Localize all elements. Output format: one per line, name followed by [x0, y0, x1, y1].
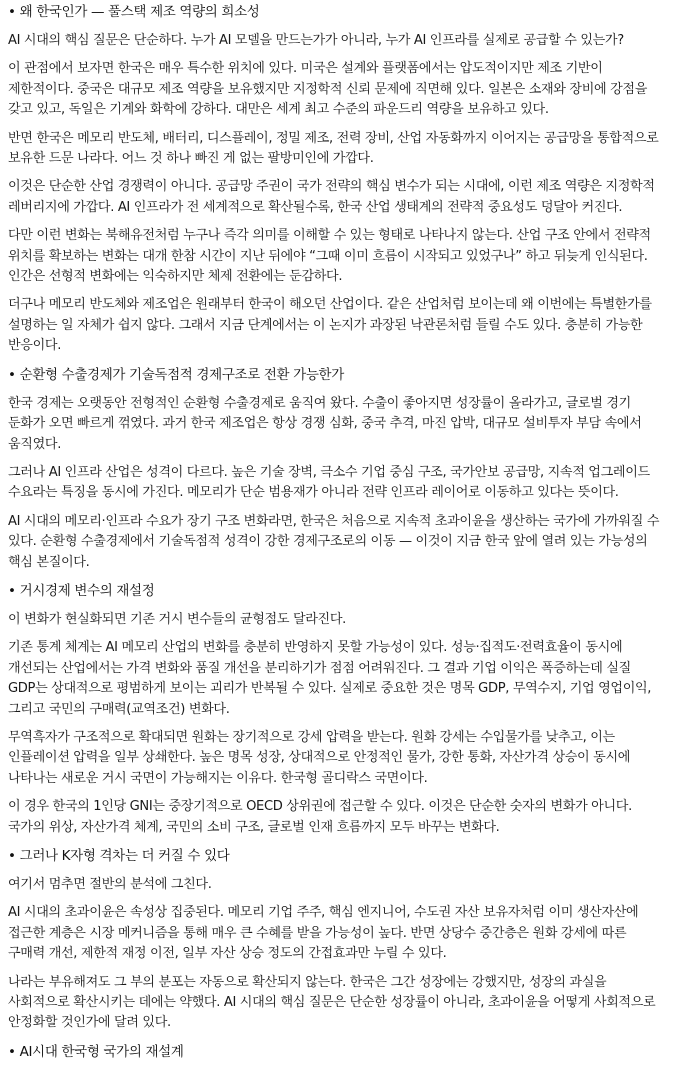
bullet-icon: •	[8, 4, 16, 20]
section-heading-text: 거시경제 변수의 재설정	[19, 582, 155, 599]
bullet-icon: •	[8, 366, 16, 383]
paragraph: 나라는 부유해져도 그 부의 분포는 자동으로 확산되지 않는다. 한국은 그간 성장에는 강했지만, 성장의 과실을 사회적으로 확산시키는 데에는 약했다. AI 시대의 핵심 질문은 단순한 성장률이 아니라, 초과이윤을 어떻게 사회적으로 안정화할 것인가에 달려 있다.	[8, 974, 656, 1031]
section-heading-text: 순환형 수출경제가 기술독점적 경제구조로 전환 가능한가	[19, 366, 344, 383]
paragraph: 이 경우 한국의 1인당 GNI는 중장기적으로 OECD 상위권에 접근할 수 있다. 이것은 단순한 숫자의 변화가 아니다. 국가의 위상, 자산가격 체계, 국민의 소비 구조, 글로벌 인재 흐름까지 모두 바꾸는 변화다.	[8, 799, 632, 835]
section-heading	[8, 846, 666, 866]
paragraph: 그러나 AI 인프라 산업은 성격이 다르다. 높은 기술 장벽, 극소수 기업 중심 구조, 국가안보 공급망, 지속적 업그레이드 수요라는 특징을 동시에 가진다. 메모리가 단순 범용재가 아니라 전략 인프라 레이어로 이동하고 있다는 뜻이다.	[8, 464, 650, 501]
paragraph: 더구나 메모리 반도체와 제조업은 원래부터 한국이 해오던 산업이다. 같은 산업처럼 보이는데 왜 이번에는 특별한가를 설명하는 일 자체가 쉽지 않다. 그래서 지금 단계에서는 이 논지가 과장된 낙관론처럼 들릴 수도 있다. 충분히 가능한 반응이다.	[8, 297, 652, 354]
paragraph: 기존 통계 체계는 AI 메모리 산업의 변화를 충분히 반영하지 못할 가능성이 있다. 성능·집적도·전력효율이 동시에 개선되는 산업에서는 가격 변화와 품질 개선을 분리하기가 점점 어려워진다. 그 결과 기업 이익은 폭증하는데 실질 GDP는 상대적으로 평범하게 보이는 괴리가 반복될 수 있다. 실제로 중요한 것은 명목 GDP, 무역수지, 기업 영업이익, 그리고 국민의 구매력(교역조건) 변화다.	[8, 640, 652, 717]
paragraph: 다만 이런 변화는 북해유전처럼 누구나 즉각 의미를 이해할 수 있는 형태로 나타나지 않는다. 산업 구조 안에서 전략적 위치를 확보하는 변화는 대개 한참 시간이 지난 뒤에야 “그때 이미 흐름이 시작되고 있었구나” 하고 뒤늦게 인식된다. 인간은 선형적 변화에는 익숙하지만 체제 전환에는 둔감하다.	[8, 228, 651, 285]
bullet-icon: •	[8, 1043, 16, 1060]
paragraph: 여기서 멈추면 절반의 분석에 그친다.	[8, 877, 212, 892]
paragraph: AI 시대의 초과이윤은 속성상 집중된다. 메모리 기업 주주, 핵심 엔지니어, 수도권 자산 보유자처럼 이미 생산자산에 접근한 계층은 시장 메커니즘을 통해 매우 큰 수혜를 받을 가능성이 높다. 반면 상당수 중간층은 원화 강세에 따른 구매력 개선, 제한적 재정 이전, 일부 자산 상승 정도의 간접효과만 누릴 수 있다.	[8, 905, 639, 962]
paragraph: AI 시대의 핵심 질문은 단순하다. 누가 AI 모델을 만드는가가 아니라, 누가 AI 인프라를 실제로 공급할 수 있는가?	[8, 33, 624, 48]
section-heading	[8, 581, 666, 601]
section-heading-text: AI시대 한국형 국가의 재설계	[19, 1043, 184, 1060]
paragraph: 반면 한국은 메모리 반도체, 배터리, 디스플레이, 정밀 제조, 전력 장비, 산업 자동화까지 이어지는 공급망을 통합적으로 보유한 드문 나라다. 어느 것 하나 빠진 게 없는 팔방미인에 가깝다.	[8, 130, 659, 167]
paragraph: 무역흑자가 구조적으로 확대되면 원화는 장기적으로 강세 압력을 받는다. 원화 강세는 수입물가를 낮추고, 이는 인플레이션 압력을 일부 상쇄한다. 높은 명목 성장, 상대적으로 안정적인 물가, 강한 통화, 자산가격 상승이 동시에 나타나는 새로운 거시 국면이 가능해지는 이유다. 한국형 골디락스 국면이다.	[8, 729, 631, 786]
paragraph: 이것은 단순한 산업 경쟁력이 아니다. 공급망 주권이 국가 전략의 핵심 변수가 되는 시대에, 이런 제조 역량은 지정학적 레버리지에 가깝다. AI 인프라가 전 세계적으로 확산될수록, 한국 산업 생태계의 전략적 중요성도 덩달아 커진다.	[8, 179, 655, 215]
paragraph: 이 변화가 현실화되면 기존 거시 변수들의 균형점도 달라진다.	[8, 611, 346, 627]
section-heading	[8, 1042, 666, 1062]
paragraph: 한국 경제는 오랫동안 전형적인 순환형 수출경제로 움직여 왔다. 수출이 좋아지면 성장률이 올라가고, 글로벌 경기 둔화가 오면 빠르게 꺾였다. 과거 한국 제조업은 항상 경쟁 심화, 중국 추격, 마진 압박, 대규모 설비투자 부담 속에서 움직였다.	[8, 395, 642, 452]
paragraph: AI 시대의 메모리·인프라 수요가 장기 구조 변화라면, 한국은 처음으로 지속적 초과이윤을 생산하는 국가에 가까워질 수 있다. 순환형 수출경제에서 기술독점적 성격이 강한 경제구조로의 이동 — 이것이 지금 한국 앞에 열려 있는 가능성의 핵심 본질이다.	[8, 513, 660, 570]
paragraph: 이 관점에서 보자면 한국은 매우 특수한 위치에 있다. 미국은 설계와 플랫폼에서는 압도적이지만 제조 기반이 제한적이다. 중국은 대규모 제조 역량을 보유했지만 지정학적 신뢰 문제에 직면해 있다. 일본은 소재와 장비에 강점을 갖고 있고, 독일은 기계와 화학에 강하다. 대만은 세계 최고 수준의 파운드리 역량을 보유하고 있다.	[8, 61, 648, 118]
section-heading	[8, 2, 666, 22]
bullet-icon: •	[8, 582, 16, 599]
section-heading-text: 그러나 K자형 격차는 더 커질 수 있다	[19, 848, 230, 864]
bullet-icon: •	[8, 848, 16, 864]
section-heading-text: 왜 한국인가 — 풀스택 제조 역량의 희소성	[19, 4, 260, 20]
section-heading	[8, 365, 666, 385]
